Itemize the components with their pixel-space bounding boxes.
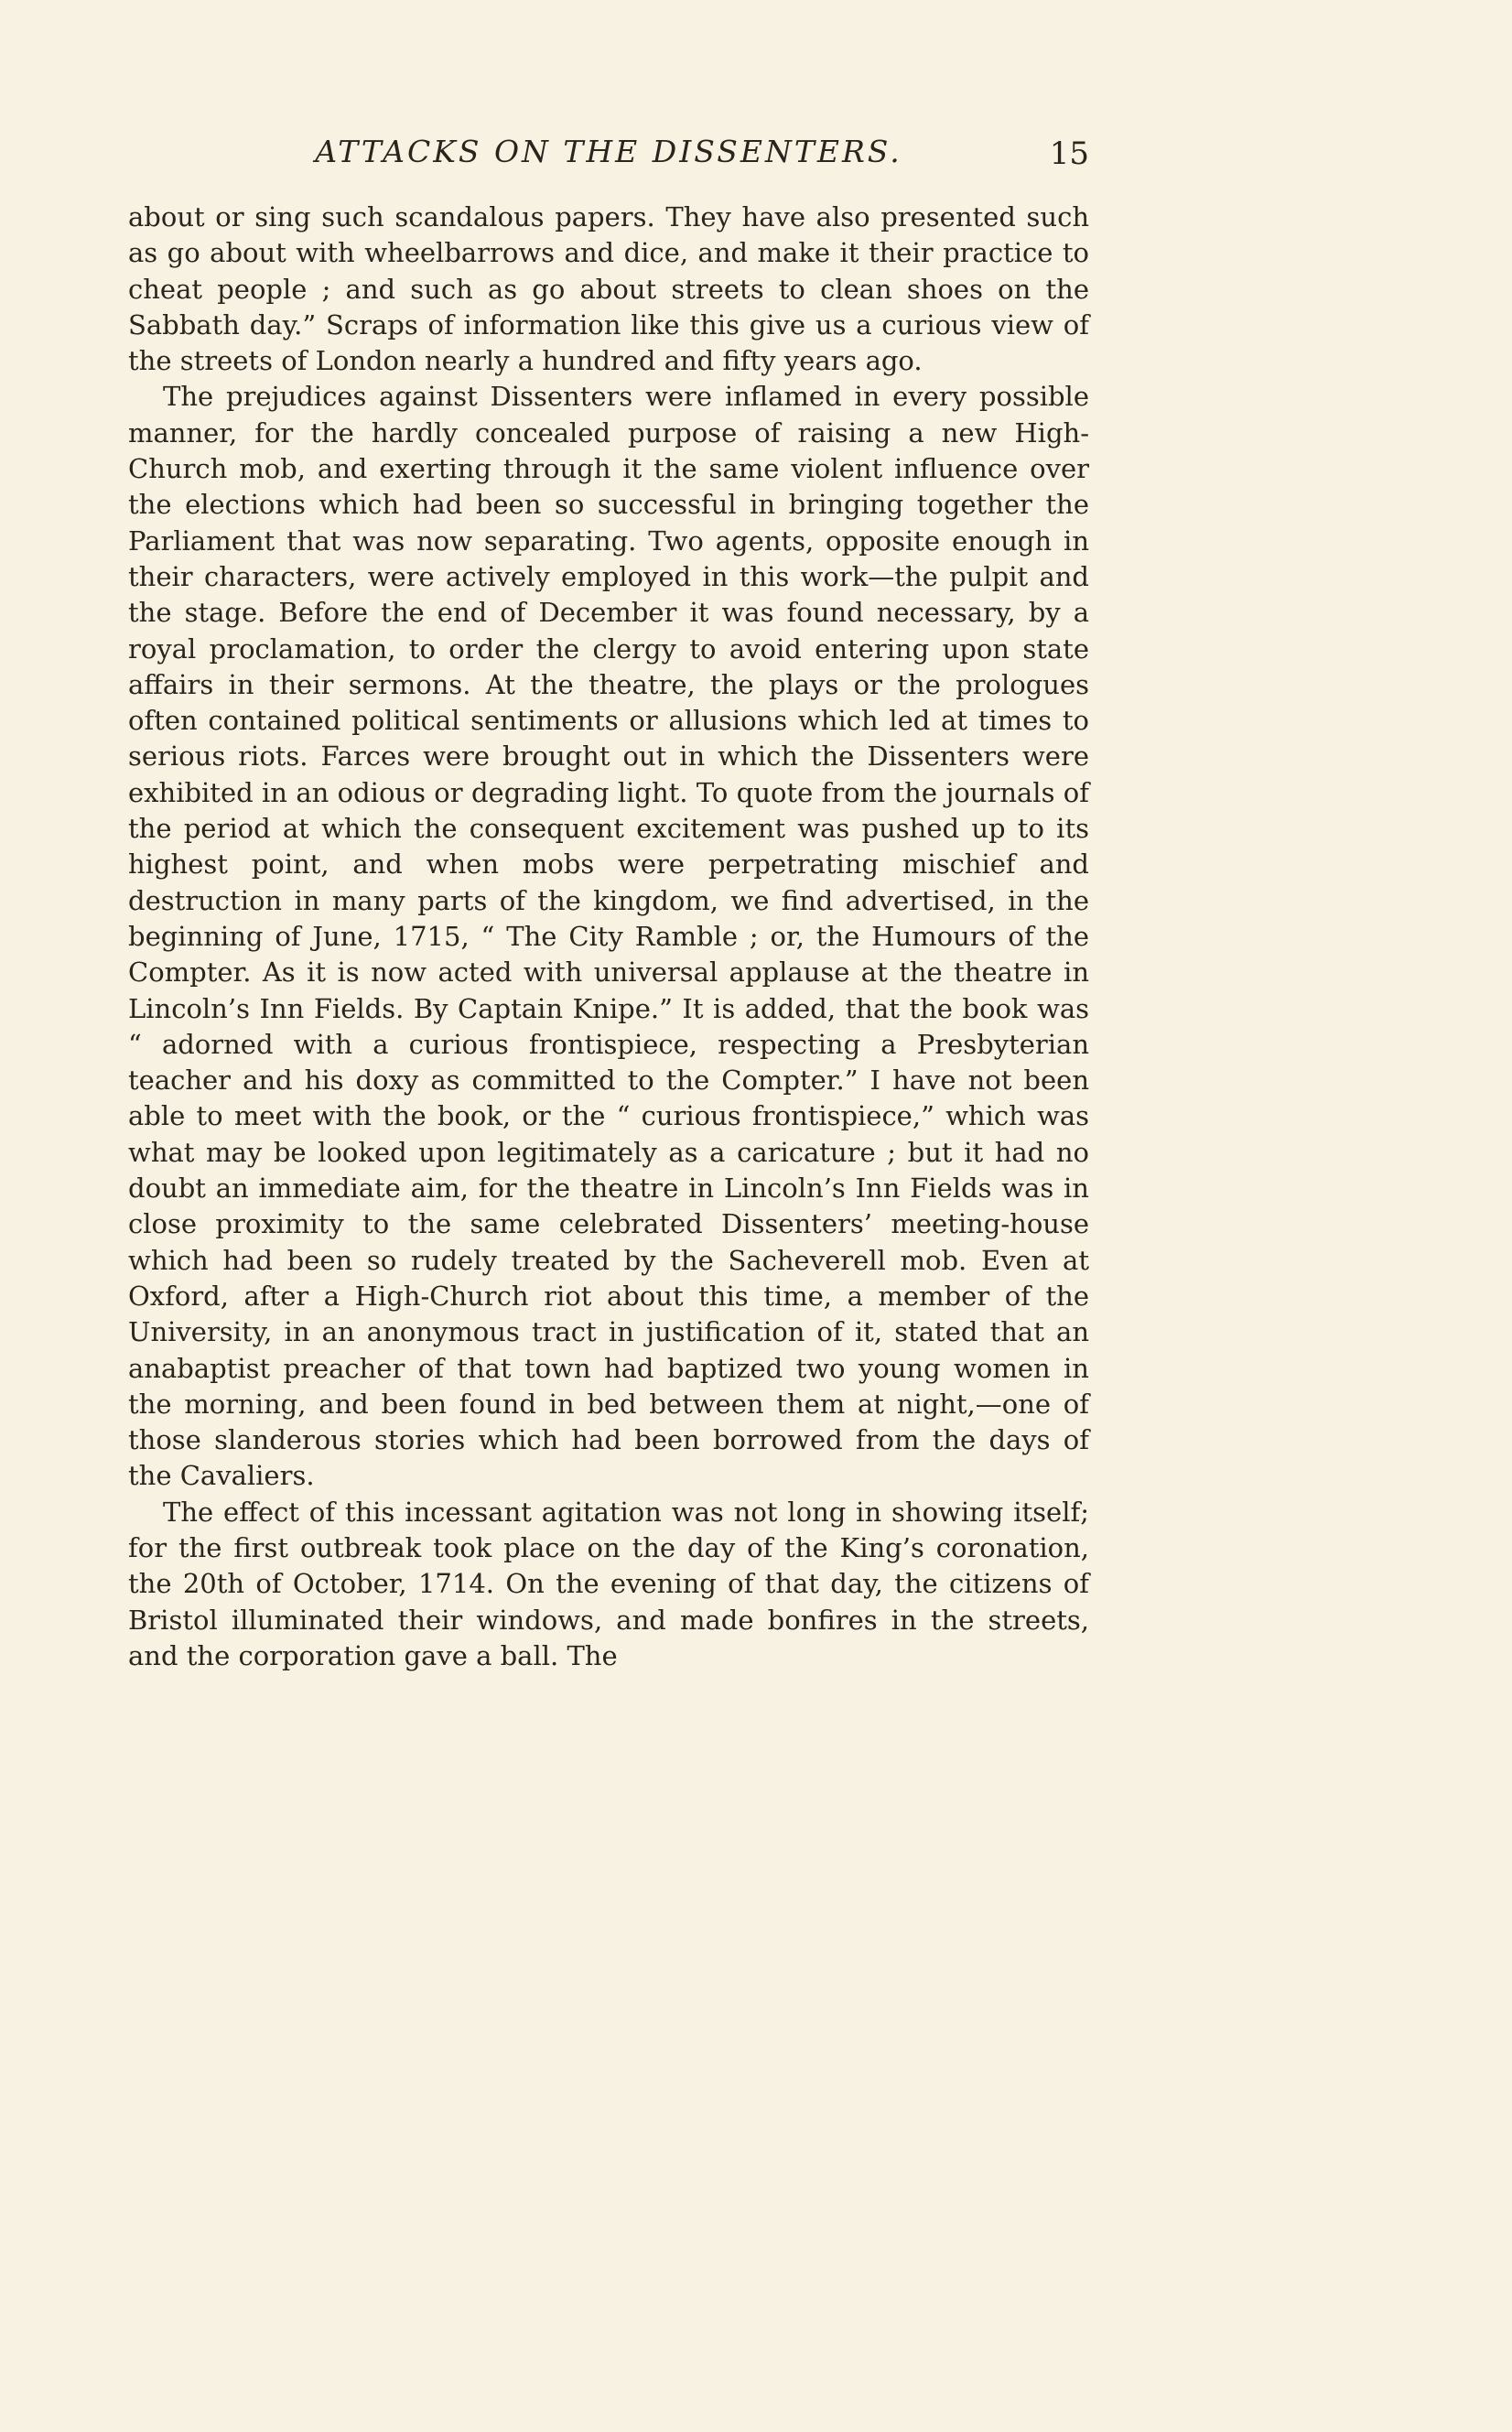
body-text: [128, 200, 1089, 1674]
paragraph-3: The effect of this incessant agitation was not long in showing itself; for the first outbreak took place on the day of the King’s coronation, the 20th of October, 1714. On the evening of that day, the citizens of Bristol illuminated their windows, and made bonfires in the streets, and the corporation gave a ball. The: [128, 1496, 1089, 1671]
paragraph-1: about or sing such scandalous papers. They have also presented such as go about with wheelbarrows and dice, and make it their practice to cheat people ; and such as go about streets to clean shoes on the Sabbath day.” Scraps of information like this give us a curious view of the streets of London nearly a hundred and fifty years ago.: [128, 201, 1089, 377]
running-title: ATTACKS ON THE DISSENTERS.: [315, 134, 902, 169]
page-number: 15: [1049, 135, 1089, 172]
paragraph-2: The prejudices against Dissenters were inflamed in every possible manner, for the hardly concealed purpose of raising a new High-Church mob, and exerting through it the same violent influence over the elections which had been so successful in bringing together the Parliament that was now separating. Two agents, opposite enough in their characters, were actively employed in this work—the pulpit and the stage. Before the end of December it was found necessary, by a royal proclamation, to order the clergy to avoid entering upon state affairs in their sermons. At the theatre, the plays or the prologues often contained political sentiments or allusions which led at times to serious riots. Farces were brought out in which the Dissenters were exhibited in an odious or degrading light. To quote from the journals of the period at which the consequent excitement was pushed up to its highest point, and when mobs were perpetrating mischief and destruction in many parts of the kingdom, we find advertised, in the beginning of June, 1715, “ The City Ramble ; or, the Humours of the Compter. As it is now acted with universal applause at the theatre in Lincoln’s Inn Fields. By Captain Knipe.” It is added, that the book was “ adorned with a curious frontispiece, respecting a Presbyterian teacher and his doxy as committed to the Compter.” I have not been able to meet with the book, or the “ curious frontispiece,” which was what may be looked upon legitimately as a caricature ; but it had no doubt an immediate aim, for the theatre in Lincoln’s Inn Fields was in close proximity to the same celebrated Dissenters’ meeting-house which had been so rudely treated by the Sacheverell mob. Even at Oxford, after a High-Church riot about this time, a member of the University, in an anonymous tract in justification of it, stated that an anabaptist preacher of that town had baptized two young women in the morning, and been found in bed between them at night,—one of those slanderous stories which had been borrowed from the days of the Cavaliers.: [128, 381, 1089, 1492]
running-head: [128, 134, 1089, 185]
